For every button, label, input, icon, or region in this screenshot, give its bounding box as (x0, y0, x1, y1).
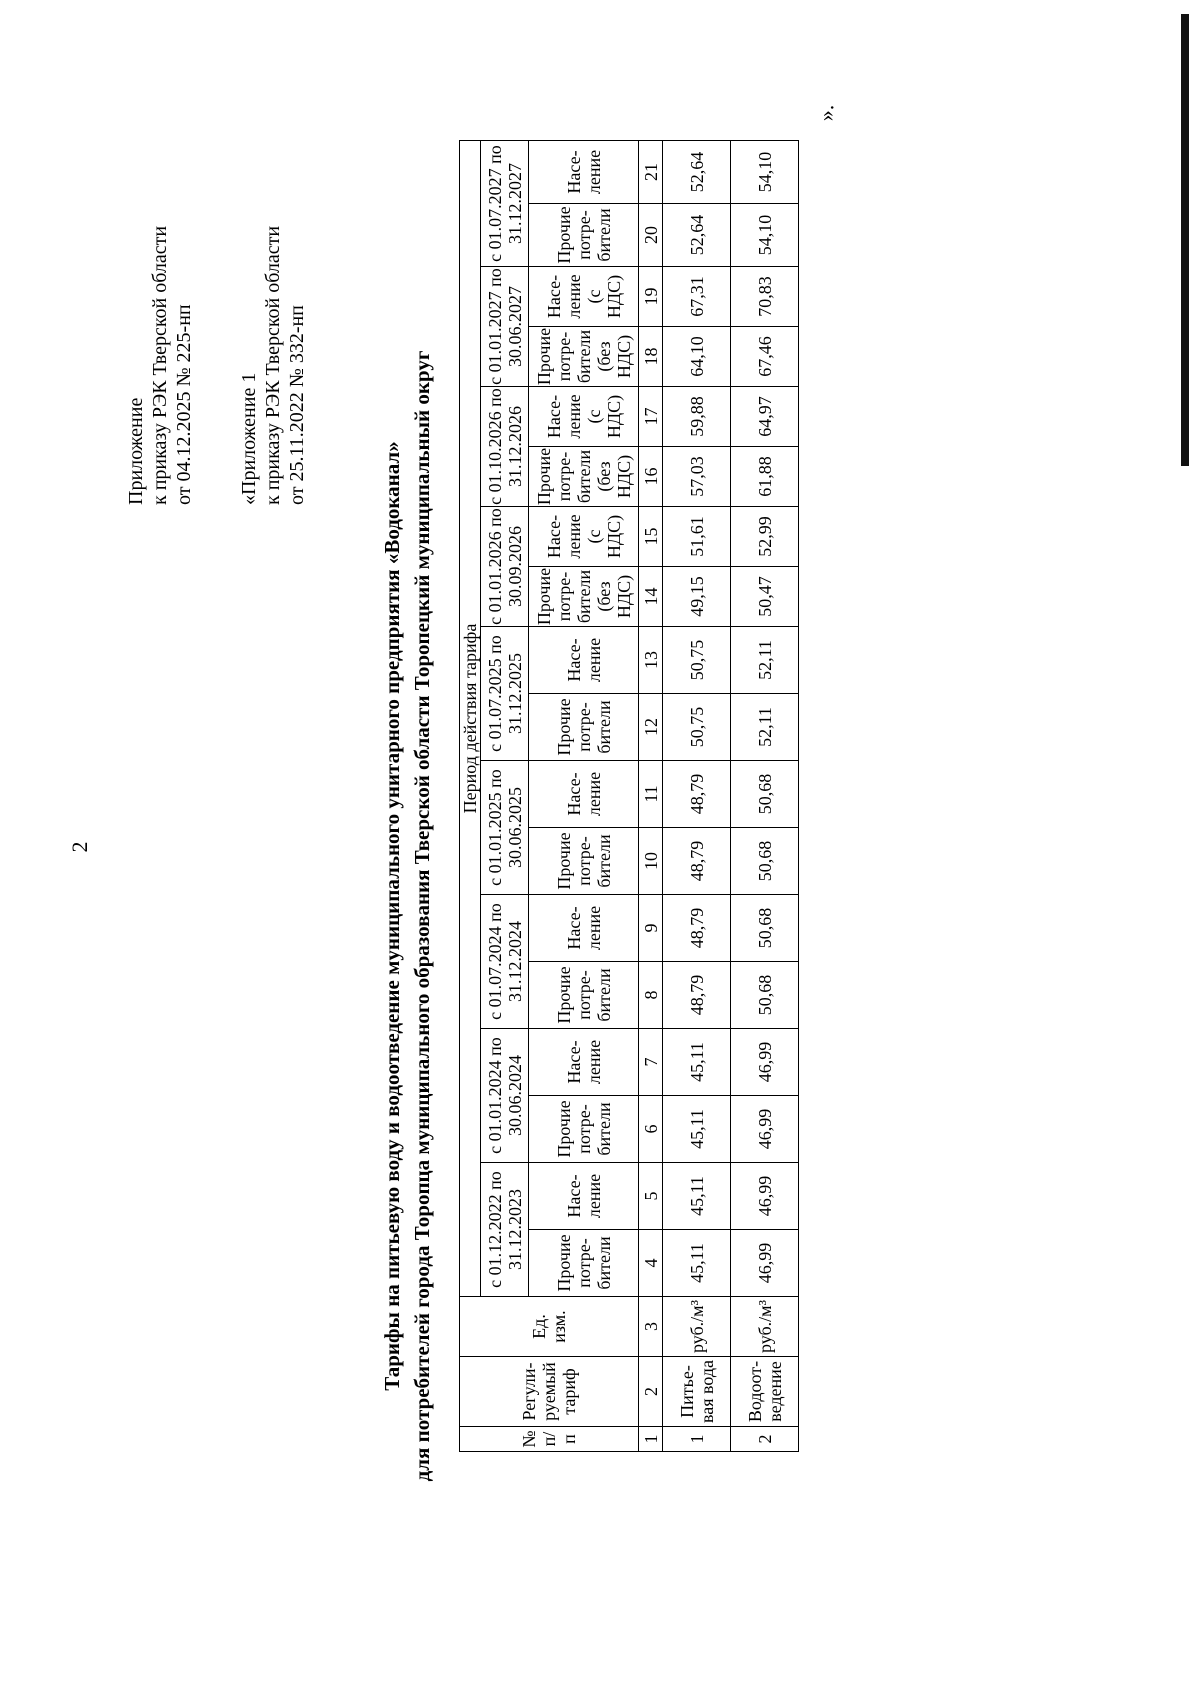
column-number: 3 (639, 1297, 663, 1357)
tariff-value: 48,79 (663, 962, 731, 1029)
subheader-other: Прочие потре-бители (без НДС) (529, 567, 639, 627)
subheader-population: Насе-ление (529, 761, 639, 828)
subheader-population: Насе-ление (с НДС) (529, 387, 639, 447)
column-number: 21 (639, 141, 663, 204)
period-label: с 01.01.2027 по 30.06.2027 (481, 267, 529, 387)
subheader-other: Прочие потре-бители (без НДС) (529, 327, 639, 387)
period-label: с 01.01.2024 по 30.06.2024 (481, 1029, 529, 1163)
title-line1: Тарифы на питьевую воду и водоотведение муниципального унитарного предприятия «Водоканал» (380, 441, 404, 1391)
attachment-new-line3: от 04.12.2025 № 225-нп (173, 304, 195, 505)
header-num: № п/п (460, 1427, 639, 1452)
row-num: 2 (731, 1427, 799, 1452)
column-number: 15 (639, 507, 663, 567)
subheader-other: Прочие потре-бители (529, 828, 639, 895)
tariff-value: 46,99 (731, 1163, 799, 1230)
tariff-value: 50,47 (731, 567, 799, 627)
subheader-other: Прочие потре-бители (529, 204, 639, 267)
subheader-other: Прочие потре-бители (529, 694, 639, 761)
tariff-value: 52,11 (731, 694, 799, 761)
subheader-population: Насе-ление (529, 895, 639, 962)
subheader-other: Прочие потре-бители (529, 1230, 639, 1297)
table-row-drinking-water (663, 141, 731, 1452)
period-label: с 01.07.2025 по 31.12.2025 (481, 627, 529, 761)
column-number: 11 (639, 761, 663, 828)
tariff-value: 52,64 (663, 141, 731, 204)
period-label: с 01.12.2022 по 31.12.2023 (481, 1163, 529, 1297)
period-label: с 01.01.2026 по 30.09.2026 (481, 507, 529, 627)
attachment-old-line2: к приказу РЭК Тверской области (262, 225, 284, 505)
period-label: с 01.10.2026 по 31.12.2026 (481, 387, 529, 507)
tariff-value: 54,10 (731, 204, 799, 267)
attachment-old-line1: «Приложение 1 (238, 372, 260, 505)
column-number: 4 (639, 1230, 663, 1297)
tariff-value: 67,46 (731, 327, 799, 387)
tariff-value: 50,68 (731, 895, 799, 962)
subheader-population: Насе-ление (529, 1163, 639, 1230)
column-number: 1 (639, 1427, 663, 1452)
subheader-population: Насе-ление (529, 1029, 639, 1096)
column-number: 10 (639, 828, 663, 895)
title-line2: для потребителей города Торопца муниципального образования Тверской области Торопецкий муниципальный округ (410, 350, 434, 1482)
subheader-other: Прочие потре-бители (529, 962, 639, 1029)
header-tariff: Регули-руемый тариф (460, 1357, 639, 1427)
tariff-value: 50,68 (731, 761, 799, 828)
tariff-value: 48,79 (663, 761, 731, 828)
tariff-value: 67,31 (663, 267, 731, 327)
attachment-old-line3: от 25.11.2022 № 332-нп (286, 305, 308, 505)
period-label: с 01.01.2025 по 30.06.2025 (481, 761, 529, 895)
tariff-value: 61,88 (731, 447, 799, 507)
subheader-population: Насе-ление (529, 627, 639, 694)
subheader-other: Прочие потре-бители (529, 1096, 639, 1163)
tariff-value: 46,99 (731, 1029, 799, 1096)
column-number: 12 (639, 694, 663, 761)
column-number: 19 (639, 267, 663, 327)
attachment-block-new (124, 226, 196, 505)
period-label: с 01.07.2024 по 31.12.2024 (481, 895, 529, 1029)
closing-quote: ». (813, 104, 839, 122)
subheader-population: Насе-ление (529, 141, 639, 204)
subheader-population: Насе-ление (с НДС) (529, 507, 639, 567)
column-number: 17 (639, 387, 663, 447)
tariff-value: 45,11 (663, 1029, 731, 1096)
column-number: 2 (639, 1357, 663, 1427)
attachment-new-line2: к приказу РЭК Тверской области (149, 225, 171, 505)
tariff-value: 45,11 (663, 1096, 731, 1163)
attachment-new-line1: Приложение (125, 397, 147, 505)
tariff-value: 64,10 (663, 327, 731, 387)
tariff-value: 54,10 (731, 141, 799, 204)
tariff-value: 51,61 (663, 507, 731, 567)
tariff-value: 52,99 (731, 507, 799, 567)
attachment-block-old (237, 226, 309, 505)
column-number: 20 (639, 204, 663, 267)
header-period: Период действия тарифа (460, 141, 481, 1297)
page-number: 2 (67, 841, 92, 853)
tariff-value: 57,03 (663, 447, 731, 507)
column-number: 14 (639, 567, 663, 627)
tariff-value: 50,68 (731, 828, 799, 895)
row-unit: руб./м³ (731, 1297, 799, 1357)
tariff-value: 45,11 (663, 1230, 731, 1297)
tariff-value: 52,64 (663, 204, 731, 267)
document-title (377, 346, 437, 1486)
column-number: 7 (639, 1029, 663, 1096)
row-tariff-name: Водоот-ведение (731, 1357, 799, 1427)
tariff-value: 46,99 (731, 1096, 799, 1163)
tariff-value: 50,68 (731, 962, 799, 1029)
column-number: 8 (639, 962, 663, 1029)
row-unit: руб./м³ (663, 1297, 731, 1357)
tariff-value: 64,97 (731, 387, 799, 447)
subheader-population: Насе-ление (с НДС) (529, 267, 639, 327)
tariff-value: 49,15 (663, 567, 731, 627)
tariff-value: 50,75 (663, 627, 731, 694)
column-number: 16 (639, 447, 663, 507)
column-number: 6 (639, 1096, 663, 1163)
tariff-value: 59,88 (663, 387, 731, 447)
tariff-value: 46,99 (731, 1230, 799, 1297)
row-num: 1 (663, 1427, 731, 1452)
column-number: 18 (639, 327, 663, 387)
tariff-value: 50,75 (663, 694, 731, 761)
column-number: 13 (639, 627, 663, 694)
row-tariff-name: Питье-вая вода (663, 1357, 731, 1427)
table-row-wastewater (731, 141, 799, 1452)
column-number: 9 (639, 895, 663, 962)
tariff-value: 70,83 (731, 267, 799, 327)
column-number: 5 (639, 1163, 663, 1230)
period-label: с 01.07.2027 по 31.12.2027 (481, 141, 529, 267)
tariff-value: 52,11 (731, 627, 799, 694)
tariff-table (459, 140, 799, 1452)
tariff-value: 48,79 (663, 828, 731, 895)
column-number-row (639, 141, 663, 1452)
tariff-value: 45,11 (663, 1163, 731, 1230)
tariff-value: 48,79 (663, 895, 731, 962)
header-unit: Ед. изм. (460, 1297, 639, 1357)
subheader-other: Прочие потре-бители (без НДС) (529, 447, 639, 507)
